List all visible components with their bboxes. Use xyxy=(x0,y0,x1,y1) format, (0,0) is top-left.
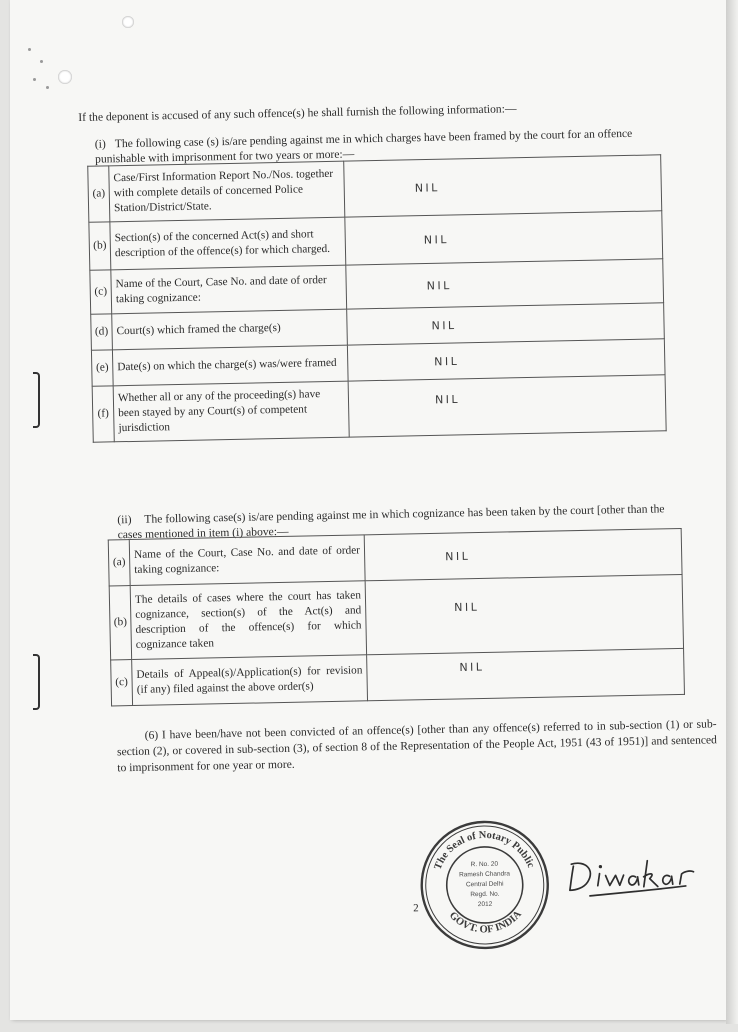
row-value-cell xyxy=(365,574,683,654)
seal-top-text: The Seal of Notary Public xyxy=(432,829,537,872)
section-i-text: The following case (s) is/are pending against me in which charges have been framed by the court for an offence punishable with imprisonment for two years or more:— xyxy=(94,126,633,166)
page-number: 2 xyxy=(413,902,419,915)
seal-inner-line: R. No. 20 xyxy=(470,860,499,869)
row-letter: (f) xyxy=(92,386,114,442)
handwritten-value: NIL xyxy=(445,549,471,563)
signature xyxy=(565,842,700,905)
section-ii-label: (ii) xyxy=(117,512,132,527)
handwritten-value: NIL xyxy=(434,392,461,407)
row-letter: (d) xyxy=(91,314,113,350)
row-description: Date(s) on which the charge(s) was/were framed xyxy=(112,345,348,386)
row-description: Details of Appeal(s)/Application(s) for revision (if any) filed against the above order(s) xyxy=(132,655,368,706)
row-letter: (c) xyxy=(90,270,112,314)
table-row xyxy=(92,375,666,442)
table-row xyxy=(109,574,683,659)
handwritten-value: NIL xyxy=(426,278,452,293)
notary-seal xyxy=(416,817,553,954)
row-letter: (b) xyxy=(89,222,111,270)
row-letter: (e) xyxy=(91,350,113,386)
seal-inner-line: 2012 xyxy=(477,900,493,909)
intro-text: If the deponent is accused of any such offence(s) he shall furnish the following information:— xyxy=(78,102,517,124)
paragraph-6: (6) I have been/have not been convicted of an offence(s) [other than any offence(s) referred to in sub-section (1) or sub-section (2), or covered in sub-section (3), of section 8 of the Representation of the People Act, 1951 (43 of 1951)] and sentenced to imprisonment for one year or more. xyxy=(116,717,718,775)
row-value-cell xyxy=(344,155,662,217)
handwritten-value: NIL xyxy=(423,232,450,247)
seal-inner-line: Central Delhi xyxy=(465,880,504,889)
seal-bottom-text: GOVT. OF INDIA xyxy=(446,908,524,936)
row-description: Court(s) which framed the charge(s) xyxy=(112,309,348,350)
row-description: Name of the Court, Case No. and date of order taking cognizance: xyxy=(129,535,365,586)
handwritten-value: NIL xyxy=(431,318,457,332)
row-description: The details of cases where the court has taken cognizance, section(s) of the Act(s) and description of the offence(s) for which cognizance taken xyxy=(130,581,366,660)
row-letter: (a) xyxy=(88,166,110,222)
handwritten-value: NIL xyxy=(414,180,440,195)
section-i-table xyxy=(87,154,666,442)
row-value-cell xyxy=(345,211,663,265)
handwritten-value: NIL xyxy=(459,659,485,674)
section-i-label: (i) xyxy=(94,137,106,151)
section-ii-text: The following case(s) is/are pending against me in which cognizance has been taken by the court [other than the cases mentioned in item (i) above:— xyxy=(117,502,665,542)
row-description: Whether all or any of the proceeding(s) have been stayed by any Court(s) of competent jurisdiction xyxy=(113,381,349,442)
row-value-cell xyxy=(367,648,685,700)
row-value-cell xyxy=(348,375,666,437)
seal-inner-line: Ramesh Chandra xyxy=(458,870,511,879)
handwritten-value: NIL xyxy=(454,600,480,614)
section-ii-table xyxy=(108,528,685,706)
row-description: Section(s) of the concerned Act(s) and short description of the offence(s) for which charged. xyxy=(110,217,346,270)
row-letter: (c) xyxy=(111,660,133,706)
handwritten-value: NIL xyxy=(434,354,460,368)
signature-text: Diwakar xyxy=(564,844,569,846)
row-value-cell xyxy=(346,259,664,309)
row-description: Case/First Information Report No./Nos. together with complete details of concerned Police Station/District/State. xyxy=(109,161,345,222)
row-letter: (a) xyxy=(108,540,130,586)
seal-inner-line: Regd. No. xyxy=(470,890,500,899)
row-description: Name of the Court, Case No. and date of order taking cognizance: xyxy=(111,265,347,314)
row-letter: (b) xyxy=(109,586,131,660)
row-value-cell xyxy=(364,528,682,580)
